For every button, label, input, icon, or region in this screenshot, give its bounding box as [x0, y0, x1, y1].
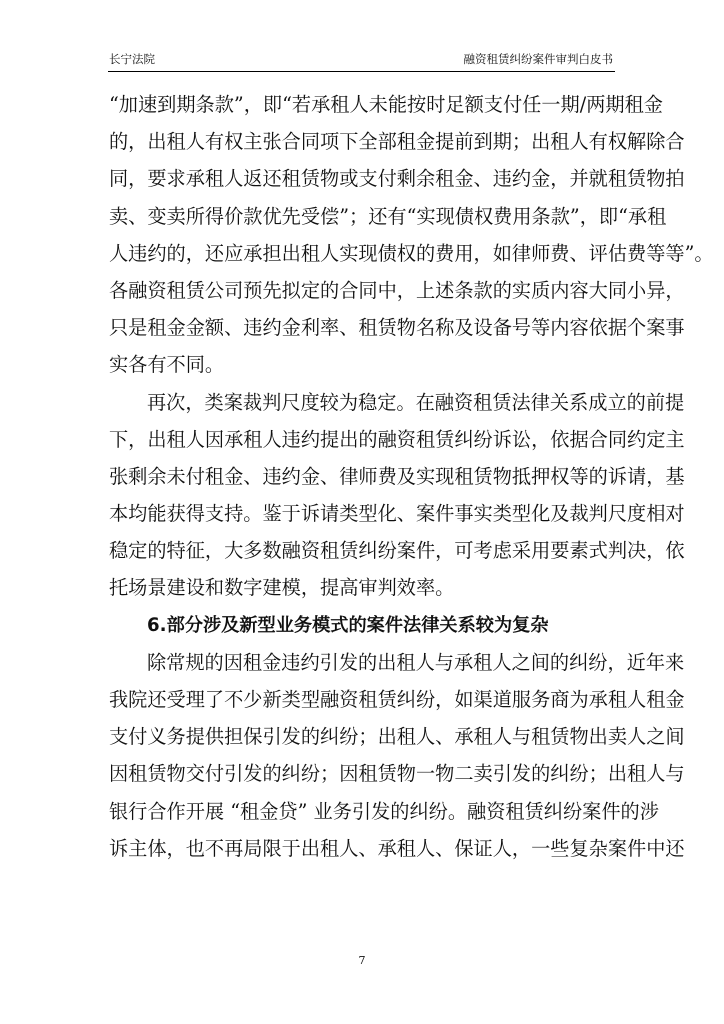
- paragraph-line: 张剩余未付租金、违约金、律师费及实现租赁物抵押权等的诉请，基: [109, 464, 685, 488]
- header-divider: [108, 71, 615, 72]
- paragraph-line: 银行合作开展 “租金贷” 业务引发的纠纷。融资租赁纠纷案件的涉: [109, 799, 659, 823]
- section-heading: 6.部分涉及新型业务模式的案件法律关系较为复杂: [147, 614, 549, 636]
- paragraph-line: 同，要求承租人返还租赁物或支付剩余租金、违约金，并就租赁物拍: [109, 167, 685, 191]
- paragraph-line: “加速到期条款”，即“若承租人未能按时足额支付任一期/两期租金: [109, 93, 663, 116]
- paragraph-line: 托场景建设和数字建模，提高审判效率。: [109, 576, 455, 600]
- paragraph-line: 卖、变卖所得价款优先受偿”；还有“实现债权费用条款”，即“承租: [109, 204, 667, 228]
- paragraph-line: 诉主体，也不再局限于出租人、承租人、保证人，一些复杂案件中还: [109, 836, 685, 860]
- paragraph-line: 只是租金金额、违约金利率、租赁物名称及设备号等内容依据个案事: [109, 316, 685, 340]
- running-header-court: 长宁法院: [109, 52, 155, 66]
- paragraph-line: 实各有不同。: [109, 353, 225, 377]
- body-text: [109, 86, 714, 867]
- paragraph-line: 我院还受理了不少新类型融资租赁纠纷，如渠道服务商为承租人租金: [109, 688, 685, 711]
- page-number: 7: [358, 954, 366, 967]
- running-header-title: 融资租赁纠纷案件审判白皮书: [463, 52, 613, 66]
- paragraph-line: 本均能获得支持。鉴于诉请类型化、案件事实类型化及裁判尺度相对: [109, 502, 685, 526]
- paragraph-line: 除常规的因租金违约引发的出租人与承租人之间的纠纷，近年来: [147, 650, 685, 674]
- paragraph-line: 再次，类案裁判尺度较为稳定。在融资租赁法律关系成立的前提: [147, 390, 685, 414]
- paragraph-line: 的，出租人有权主张合同项下全部租金提前到期；出租人有权解除合: [109, 130, 685, 154]
- paragraph-line: 稳定的特征，大多数融资租赁纠纷案件，可考虑采用要素式判决，依: [109, 539, 685, 563]
- paragraph-line: 因租赁物交付引发的纠纷；因租赁物一物二卖引发的纠纷；出租人与: [109, 762, 685, 786]
- paragraph-line: 人违约的，还应承担出租人实现债权的费用，如律师费、评估费等等”。: [109, 241, 714, 265]
- paragraph-line: 支付义务提供担保引发的纠纷；出租人、承租人与租赁物出卖人之间: [109, 725, 685, 749]
- paragraph-line: 下，出租人因承租人违约提出的融资租赁纠纷诉讼，依据合同约定主: [109, 427, 685, 451]
- paragraph-line: 各融资租赁公司预先拟定的合同中，上述条款的实质内容大同小异，: [109, 278, 685, 302]
